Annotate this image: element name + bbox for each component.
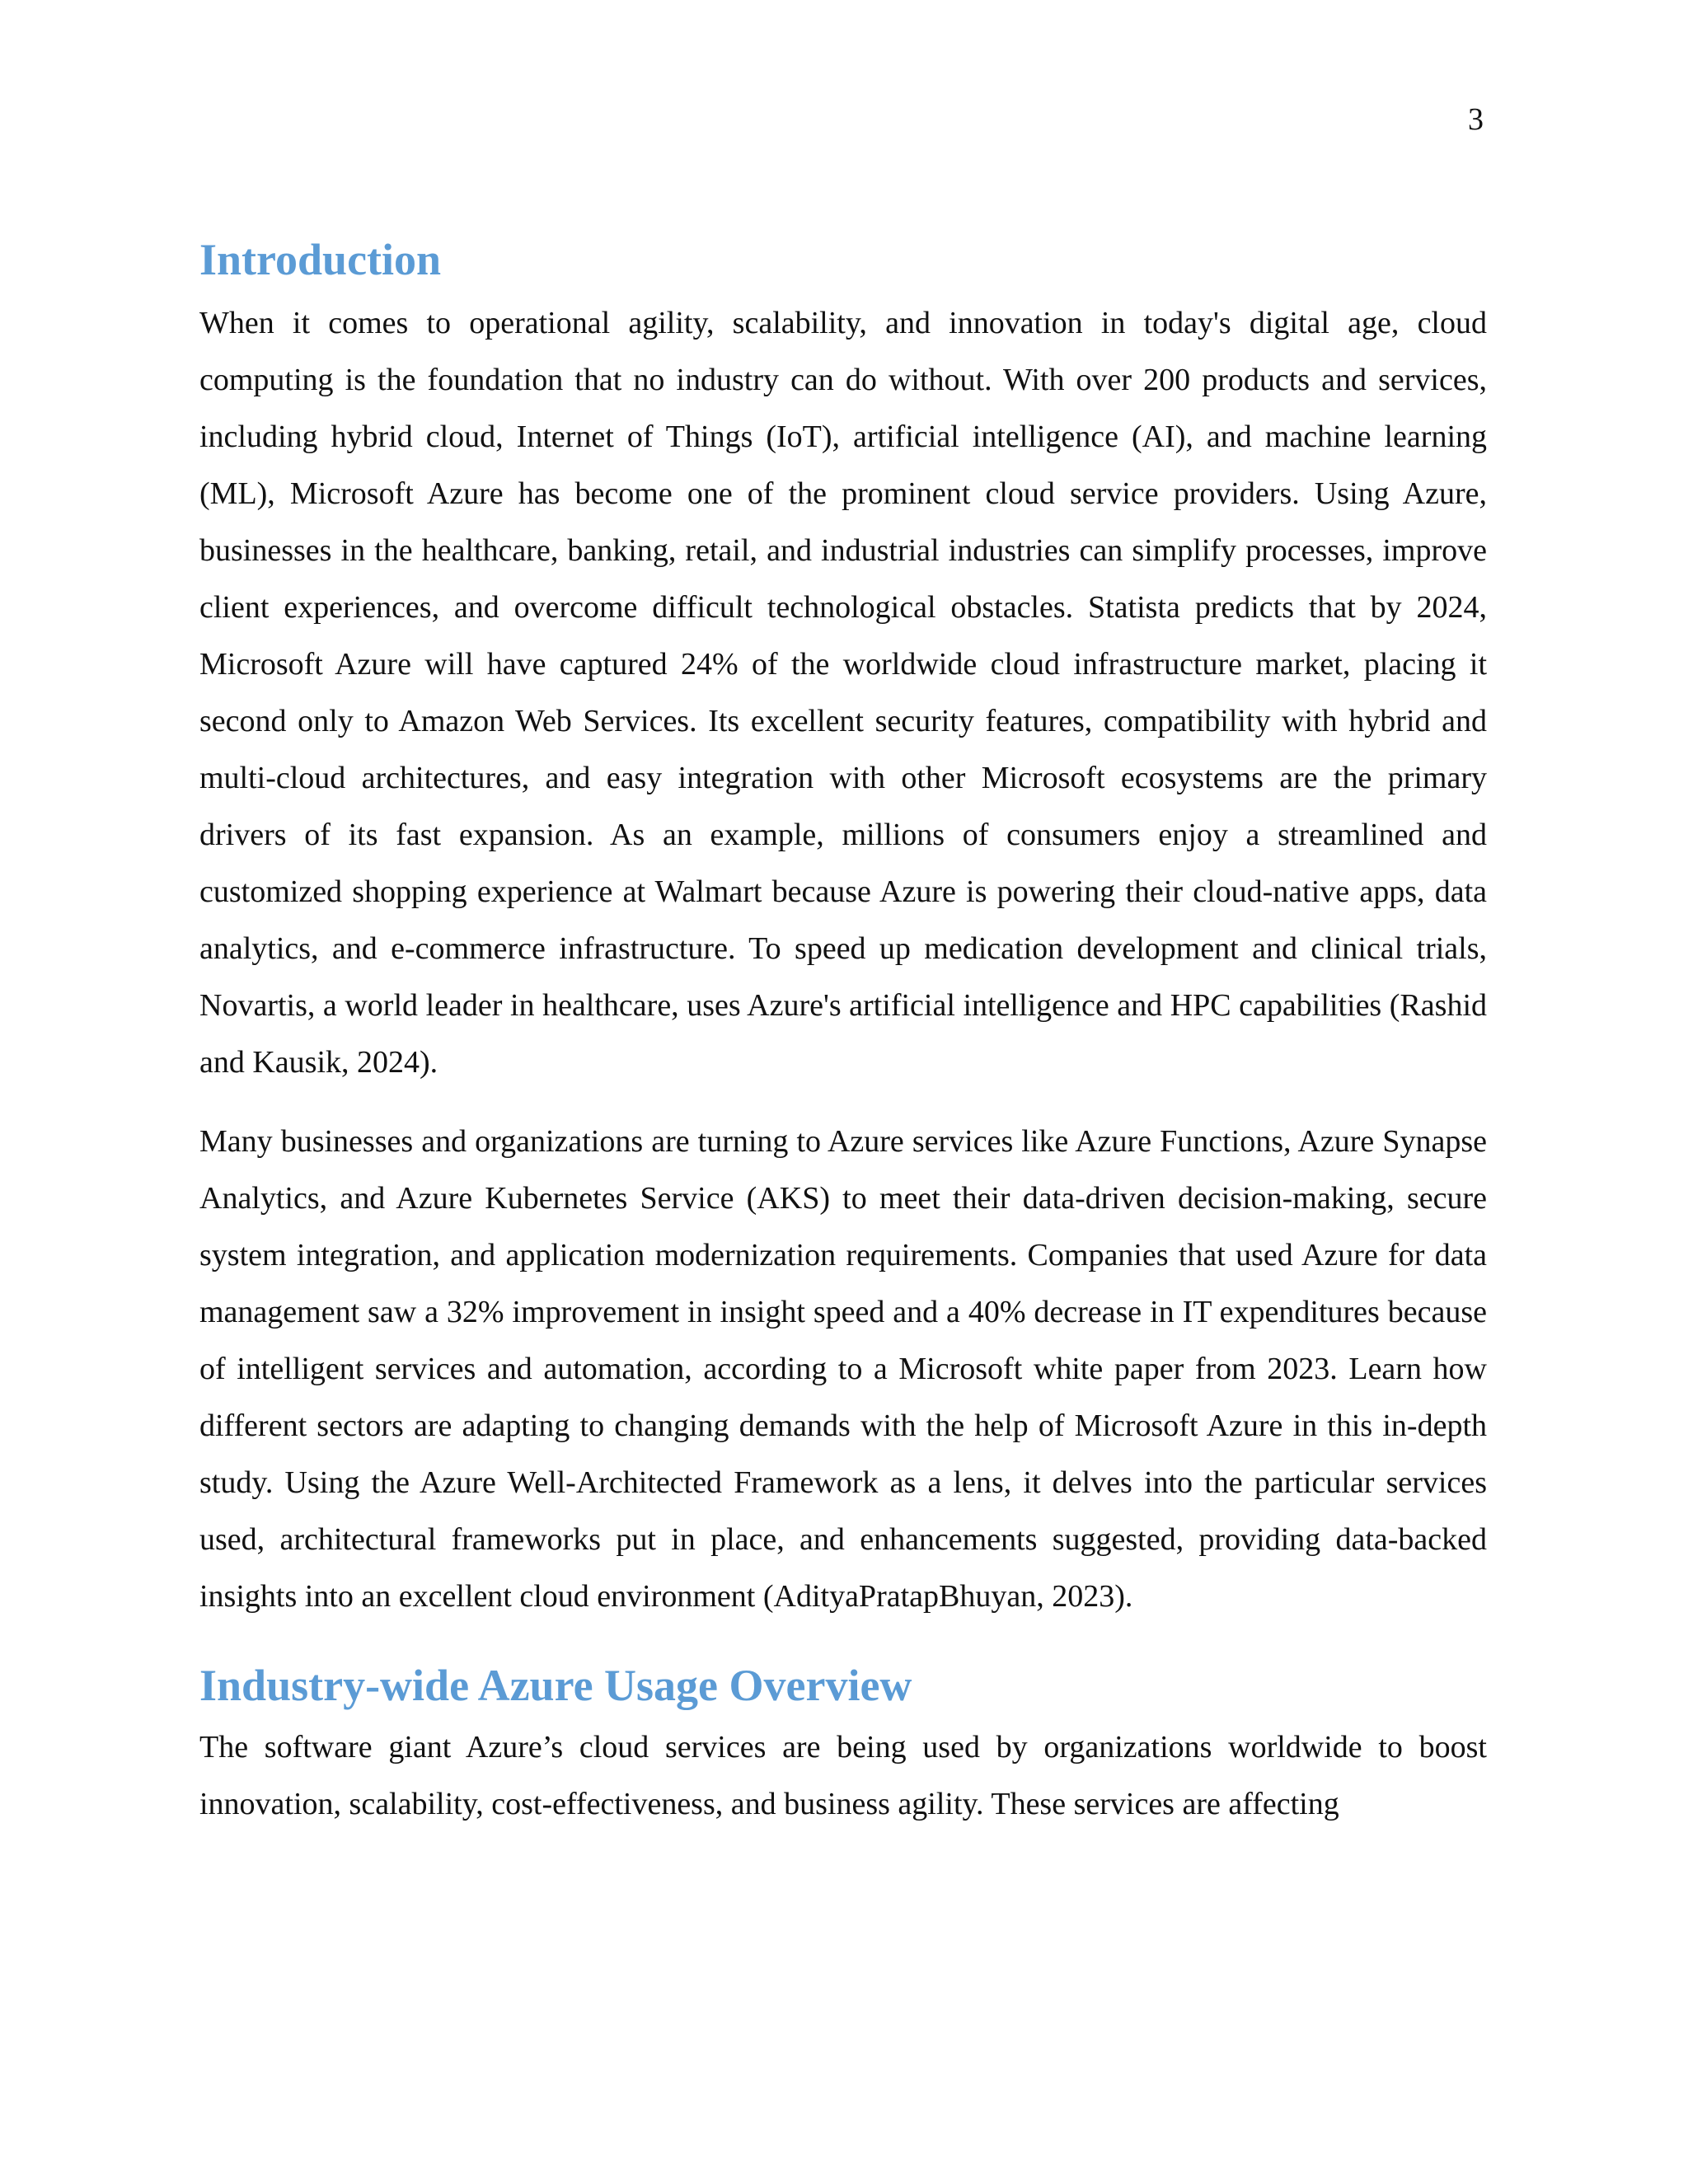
document-body bbox=[199, 231, 1487, 1833]
page-number: 3 bbox=[1468, 102, 1484, 137]
intro-paragraph-2: Many businesses and organizations are turning to Azure services like Azure Functions, Azure Synapse Analytics, and Azure Kubernetes Service (AKS) to meet their data-driven decision-making, secure system integration, and application modernization requirements. Companies that used Azure for data management saw a 32% improvement in insight speed and a 40% decrease in IT expenditures because of intelligent services and automation, according to a Microsoft white paper from 2023. Learn how different sectors are adapting to changing demands with the help of Microsoft Azure in this in-depth study. Using the Azure Well-Architected Framework as a lens, it delves into the particular services used, architectural frameworks put in place, and enhancements suggested, providing data-backed insights into an excellent cloud environment (AdityaPratapBhuyan, 2023). bbox=[199, 1124, 1487, 1614]
intro-paragraph-1: When it comes to operational agility, scalability, and innovation in today's digital age, cloud computing is the foundation that no industry can do without. With over 200 products and services, including hybrid cloud, Internet of Things (IoT), artificial intelligence (AI), and machine learning (ML), Microsoft Azure has become one of the prominent cloud service providers. Using Azure, businesses in the healthcare, banking, retail, and industrial industries can simplify processes, improve client experiences, and overcome difficult technological obstacles. Statista predicts that by 2024, Microsoft Azure will have captured 24% of the worldwide cloud infrastructure market, placing it second only to Amazon Web Services. Its excellent security features, compatibility with hybrid and multi-cloud architectures, and easy integration with other Microsoft ecosystems are the primary drivers of its fast expansion. As an example, millions of consumers enjoy a streamlined and customized shopping experience at Walmart because Azure is powering their cloud-native apps, data analytics, and e-commerce infrastructure. To speed up medication development and clinical trials, Novartis, a world leader in healthcare, uses Azure's artificial intelligence and HPC capabilities (Rashid and Kausik, 2024). bbox=[199, 306, 1487, 1080]
section-heading-introduction: Introduction bbox=[199, 235, 442, 284]
overview-paragraph-1: The software giant Azure’s cloud services are being used by organizations worldwide to boost innovation, scalability, cost-effectiveness, and business agility. These services are affecting bbox=[199, 1730, 1487, 1821]
section-heading-industry-overview: Industry-wide Azure Usage Overview bbox=[199, 1661, 912, 1710]
